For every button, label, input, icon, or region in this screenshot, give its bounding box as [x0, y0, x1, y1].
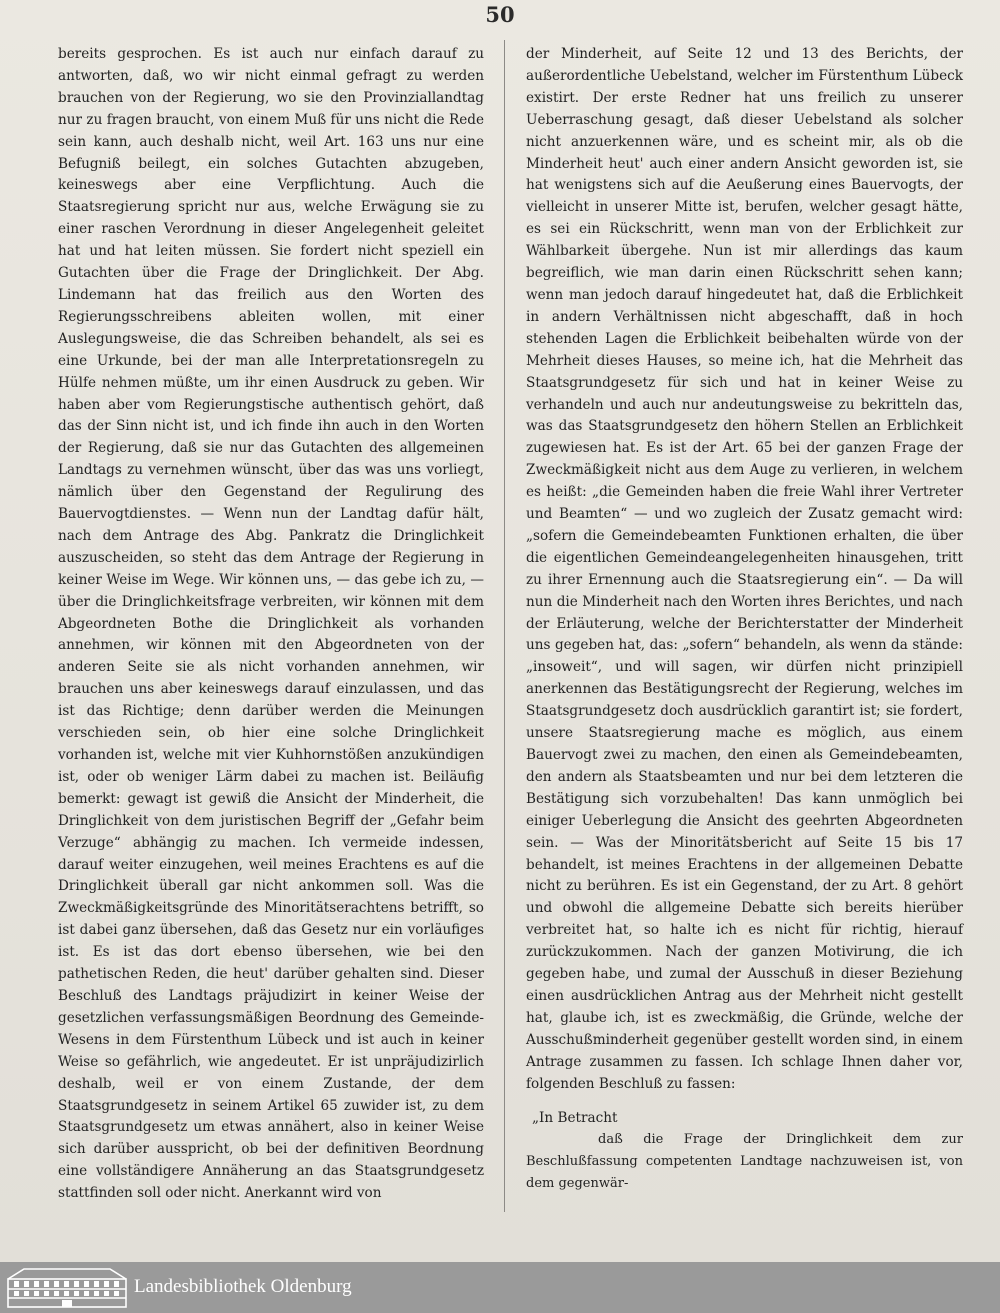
left-column-text: bereits gesprochen. Es ist auch nur einfach darauf zu antworten, daß, wo wir nicht einmal gefragt zu werden brauchen von der Regierung, wo sie den Provinziallandtag nur zu fragen braucht, von einem Muß für uns nicht die Rede sein kann, auch deshalb nicht, weil Art. 163 uns nur eine Befugniß beilegt, ein solches Gutachten abzugeben, keineswegs aber eine Verpflichtung. Auch die Staatsregierung spricht nur aus, welche Erwägung sie zu einer raschen Verordnung in dieser Angelegenheit geleitet hat und hat leiten müssen. Sie fordert nicht speziell ein Gutachten über die Frage der Dringlichkeit. Der Abg. Lindemann hat das freilich aus den Worten des Regierungsschreibens ableiten wollen, mit einer Auslegungsweise, die das Schreiben behandelt, als sei es eine Urkunde, bei der man alle Interpretationsregeln zu Hülfe nehmen müßte, um ihr einen Ausdruck zu geben. Wir haben aber vom Regierungstische authentisch gehört, daß das der Sinn nicht ist, und ich finde ihn auch in den Worten der Regierung, daß sie nur das Gutachten des allgemeinen Landtags zu vernehmen wünscht, über das was uns vorliegt, nämlich über den Gegenstand der Regulirung des Bauervogtdienstes. — Wenn nun der Landtag dafür hält, nach dem Antrage des Abg. Pankratz die Dringlichkeit auszuscheiden, so steht das dem Antrage der Regierung in keiner Weise im Wege. Wir können uns, — das gebe ich zu, — über die Dringlichkeitsfrage verbreiten, wir können mit dem Abgeordneten Bothe die Dringlichkeit als vorhanden annehmen, wir können mit den Abgeordneten von der anderen Seite sie als nicht vorhanden annehmen, wir brauchen uns aber keineswegs darauf einzulassen, und das ist das Richtige; denn darüber werden die Meinungen verschieden sein, ob hier eine solche Dringlichkeit vorhanden ist, welche mit vier Kuhhornstößen anzukündigen ist, oder ob weniger Lärm dabei zu machen ist. Beiläufig bemerkt: gewagt ist gewiß die Ansicht der Minderheit, die Dringlichkeit von dem juristischen Begriff der „Gefahr beim Verzuge“ abhängig zu machen. Ich vermeide indessen, darauf weiter einzugehen, weil meines Erachtens es auf die Dringlichkeit überall gar nicht ankommen soll. Was die Zweckmäßigkeitsgründe des Minoritätserachtens betrifft, so ist dabei ganz übersehen, daß das Gesetz nur ein vorläufiges ist. Es ist das dort ebenso übersehen, wie bei den pathetischen Reden, die heut' darüber gehalten sind. Dieser Beschluß des Landtags präjudizirt in keiner Weise der gesetzlichen verfassungsmäßigen Beordnung des Gemeinde-Wesens in dem Fürstenthum Lübeck und ist auch in keiner Weise so gefährlich, wie angedeutet. Er ist unpräjudizirlich deshalb, weil er von einem Zustande, der dem Staatsgrundgesetz in seinem Artikel 65 zuwider ist, zu dem Staatsgrundgesetz um etwas annähert, also in keiner Weise sich darüber ausspricht, ob bei der definitiven Beordnung eine vollständigere Annäherung an das Staatsgrundgesetz stattfinden soll oder nicht. Anerkannt wird von — [58, 46, 484, 1202]
library-name: Landesbibliothek Oldenburg — [134, 1276, 352, 1297]
right-column-text: der Minderheit, auf Seite 12 und 13 des Berichts, der außerordentliche Uebelstand, welcher im Fürstenthum Lübeck existirt. Der erste Redner hat uns freilich zu unserer Ueberraschung gesagt, daß dieser Uebelstand als solcher nicht anzuerkennen wäre, und es scheint mir, als ob die Minderheit heut' auch einer andern Ansicht geworden ist, sie hat wenigstens sich auf die Aeußerung eines Bauervogts, der vielleicht in unserer Mitte ist, berufen, welcher gesagt hätte, es sei ein Rückschritt, wenn man von der Erblichkeit zur Wählbarkeit übergehe. Nun ist mir allerdings das kaum begreiflich, wie man darin einen Rückschritt sehen kann; wenn man jedoch darauf hingedeutet hat, daß die Erblichkeit in andern Verhältnissen nicht abgeschafft, daß in hoch stehenden Lagen die Erblichkeit beibehalten würde von der Mehrheit dieses Hauses, so meine ich, hat die Mehrheit das Staatsgrundgesetz für sich und hat in keiner Weise zu verhandeln und auch nur andeutungsweise zu bekritteln das, was das Staatsgrundgesetz den höhern Stellen an Erblichkeit zugewiesen hat. Es ist der Art. 65 bei der ganzen Frage der Zweckmäßigkeit nicht aus dem Auge zu verlieren, in welchem es heißt: „die Gemeinden haben die freie Wahl ihrer Vertreter und Beamten“ — und wo zugleich der Zusatz gemacht wird: „sofern die Gemeindebeamten Funktionen erhalten, die über die eigentlichen Gemeindeangelegenheiten hinausgehen, tritt zu ihrer Ernennung auch die Staatsregierung ein“. — Da will nun die Minderheit nach den Worten ihres Berichtes, und nach der Erläuterung, welche der Berichterstatter der Minderheit uns gegeben hat, das: „sofern“ behandeln, als wenn da stände: „insoweit“, und will sagen, wir dürfen nicht prinzipiell anerkennen das Bestätigungsrecht der Regierung, welches im Staatsgrundgesetz doch ausdrücklich garantirt ist; sie fordert, unsere Staatsregierung mache es möglich, aus einem Bauervogt zwei zu machen, den einen als Gemeindebeamten, den andern als Staatsbeamten und nur bei dem letzteren die Bestätigung sich vorzubehalten! Das kann unmöglich bei einiger Ueberlegung die Ansicht des geehrten Abgeordneten sein. — Was der Minoritätsbericht auf Seite 15 bis 17 behandelt, ist meines Erachtens in der allgemeinen Debatte nicht zu berühren. Es ist ein Gegenstand, der zu Art. 8 gehört und obwohl die allgemeine Debatte sich bereits hierüber verbreitet hat, so halte ich es nicht für richtig, hierauf zurückzukommen. Nach der ganzen Motivirung, die ich gegeben habe, und zumal der Ausschuß in dieser Beziehung einen ausdrücklichen Antrag aus der Mehrheit nicht gestellt hat, glaube ich, ist es zweckmäßig, die Gründe, welche der Ausschußminderheit gegenüber gestellt worden sind, in einem Antrage zusammen zu fassen. Ich schlage Ihnen daher vor, folgenden Beschluß zu fassen: — [526, 46, 963, 1092]
column-divider — [504, 40, 505, 1212]
library-building-icon — [6, 1265, 128, 1309]
resolution-clause: daß die Frage der Dringlichkeit dem zur Beschlußfassung competenten Landtage nachzuweisen ist, von dem gegenwär- — [526, 1132, 963, 1192]
page-number: 50 — [485, 2, 515, 27]
left-column — [58, 44, 484, 1205]
right-column — [526, 44, 963, 1195]
footer-bar — [0, 1262, 1000, 1313]
resolution-intro: „In Betracht — [532, 1109, 618, 1126]
